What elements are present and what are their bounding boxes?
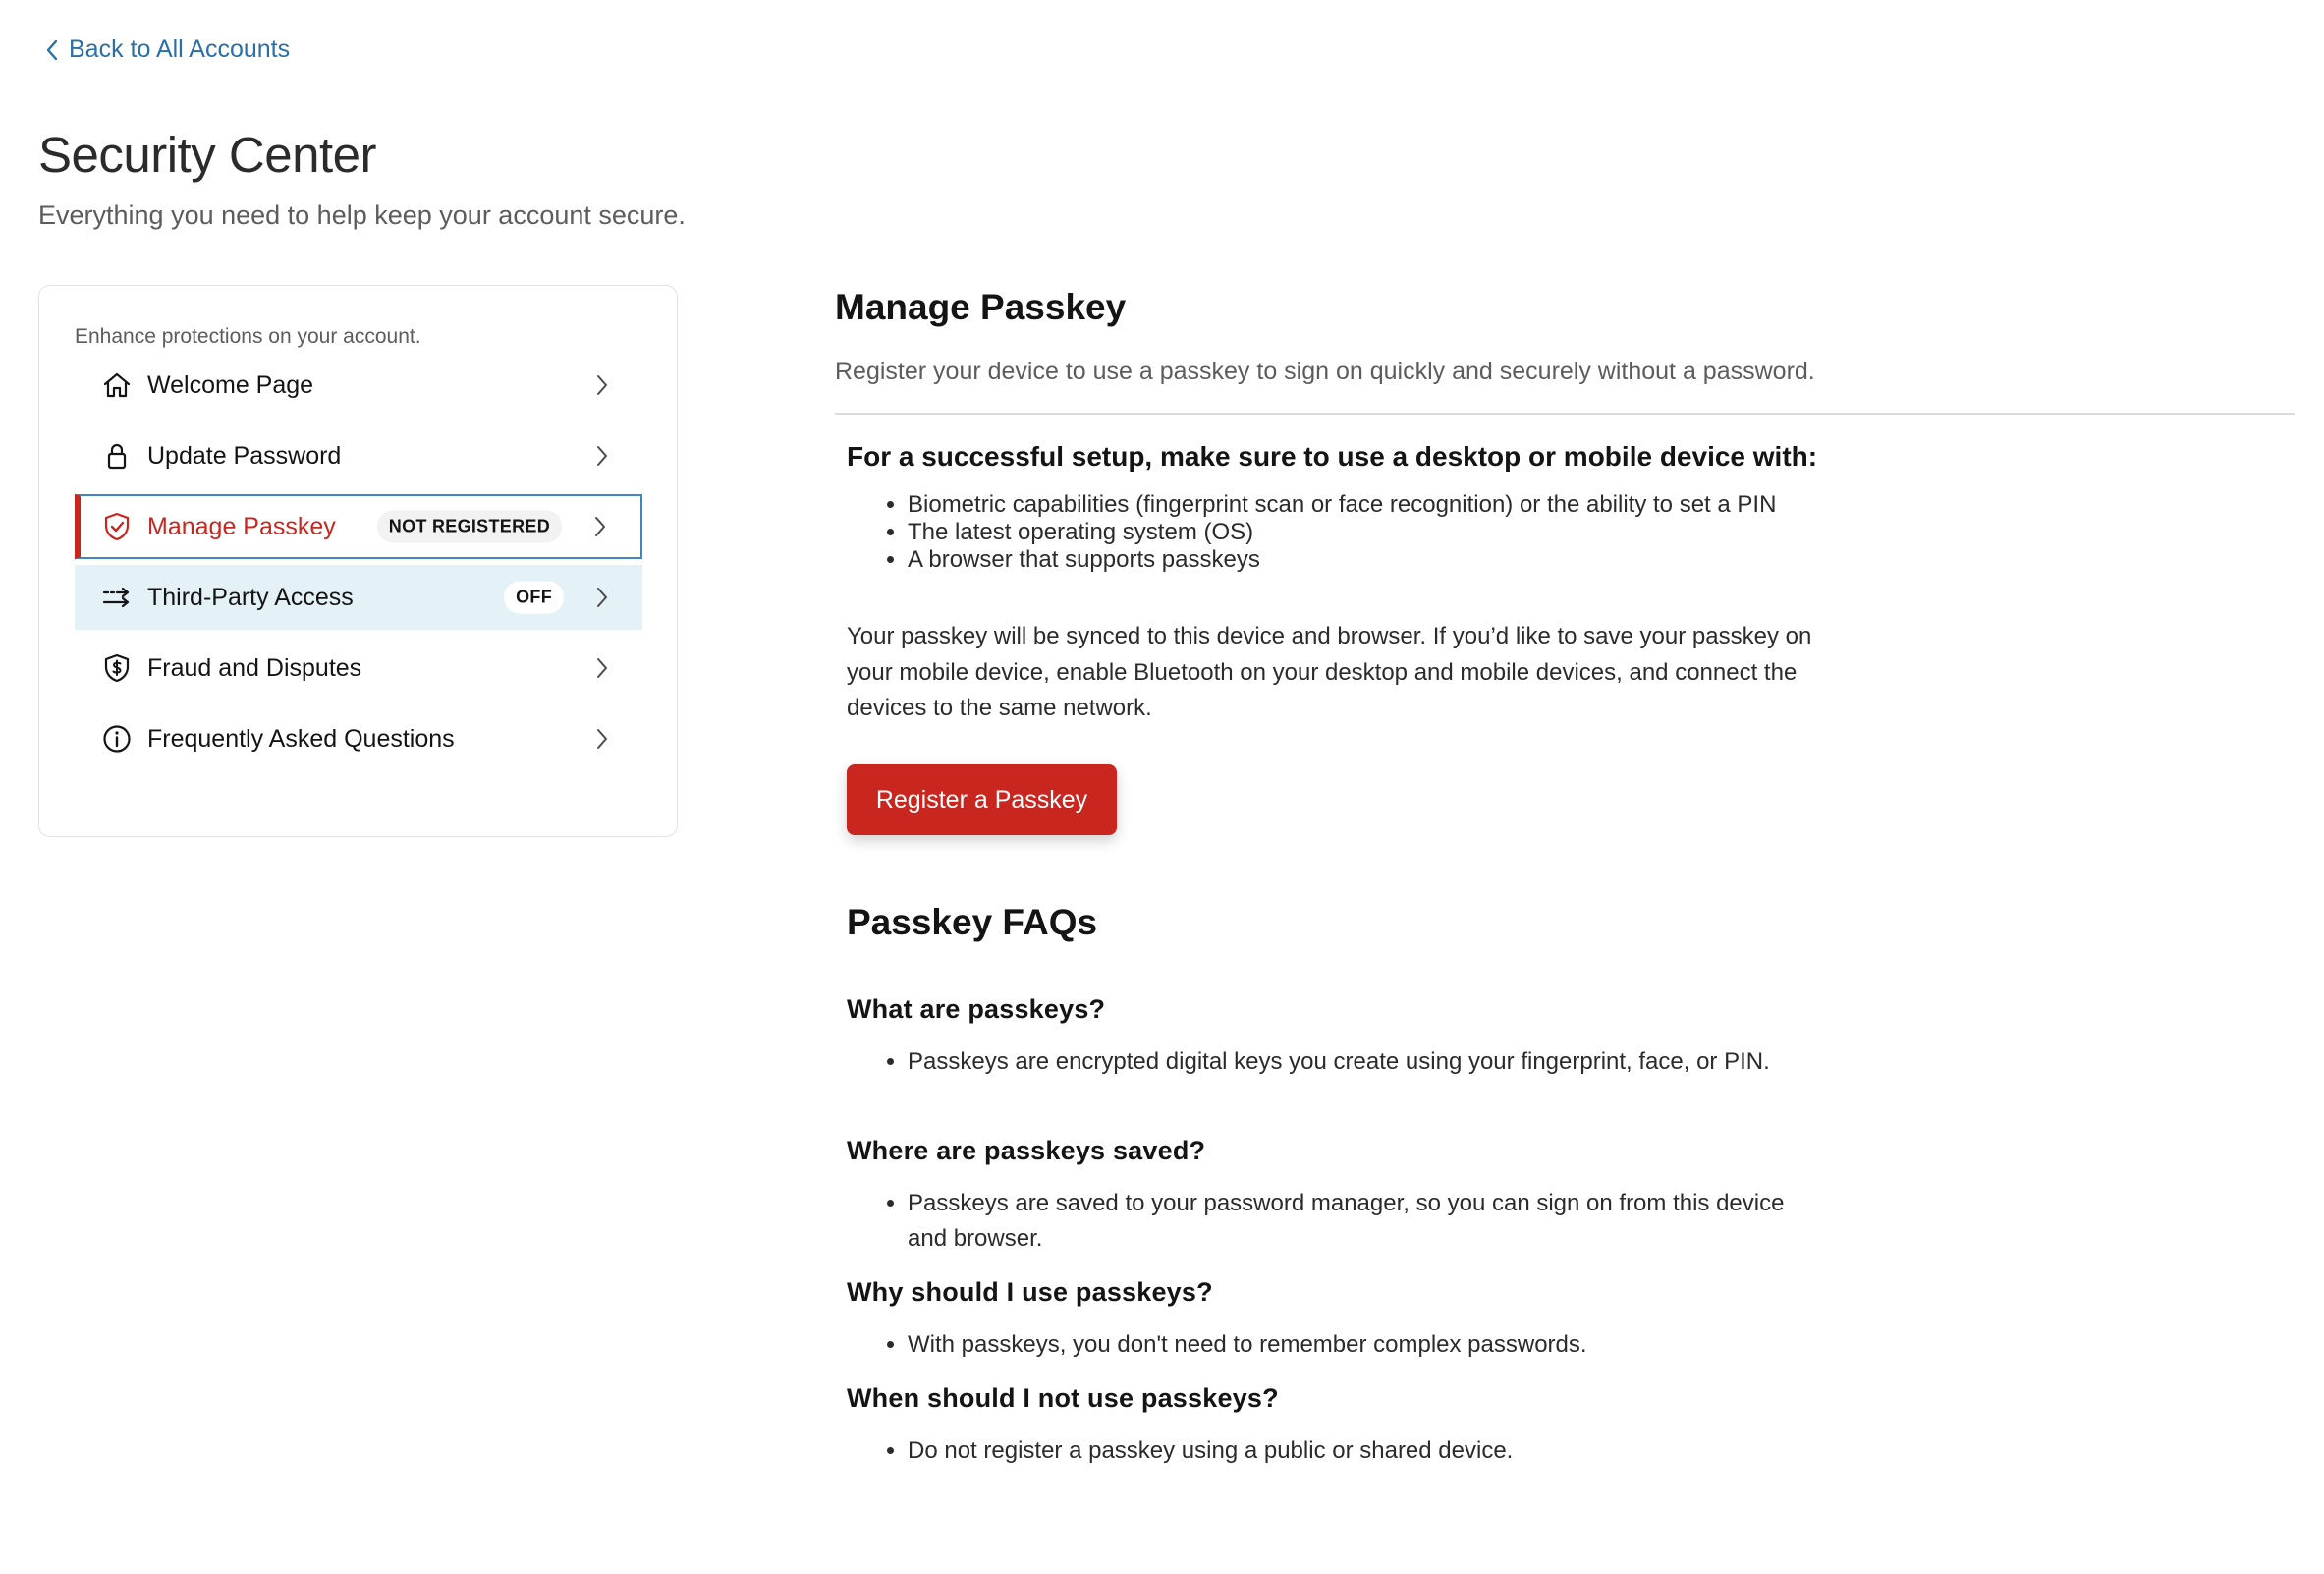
security-nav <box>75 353 642 777</box>
nav-item-label: Welcome Page <box>147 370 314 399</box>
chevron-right-icon <box>595 656 609 680</box>
status-badge: OFF <box>504 582 564 614</box>
nav-item-faq[interactable] <box>75 706 642 771</box>
nav-caption: Enhance protections on your account. <box>75 325 421 348</box>
faq-title: Passkey FAQs <box>847 902 1098 942</box>
back-to-accounts-link[interactable] <box>45 35 290 64</box>
chevron-left-icon <box>45 39 59 61</box>
nav-item-fraud-disputes[interactable] <box>75 636 642 701</box>
requirements-list <box>908 491 1890 574</box>
home-icon <box>100 368 134 402</box>
nav-item-label: Manage Passkey <box>147 512 336 540</box>
nav-item-welcome-page[interactable] <box>75 353 642 418</box>
faq-answer: • Passkeys are saved to your password manager, so you can sign on from this device and browser. <box>908 1186 1792 1257</box>
chevron-right-icon <box>595 373 609 397</box>
faq-question: Where are passkeys saved? <box>847 1136 1206 1165</box>
chevron-right-icon <box>593 515 607 538</box>
status-badge: NOT REGISTERED <box>377 511 562 543</box>
nav-item-label: Frequently Asked Questions <box>147 724 455 753</box>
faq-question: What are passkeys? <box>847 994 1106 1024</box>
page-subtitle: Everything you need to help keep your account secure. <box>38 200 686 230</box>
faq-answer: • Passkeys are encrypted digital keys you create using your fingerprint, face, or PIN. <box>908 1044 1792 1080</box>
nav-item-manage-passkey[interactable] <box>75 494 642 559</box>
chevron-right-icon <box>595 444 609 468</box>
faq-answer: • With passkeys, you don't need to remember complex passwords. <box>908 1327 1792 1363</box>
faq-item <box>847 1136 1829 1257</box>
back-link-label: Back to All Accounts <box>69 35 291 63</box>
list-item: • The latest operating system (OS) <box>908 519 1890 546</box>
register-passkey-button[interactable]: Register a Passkey <box>847 764 1117 835</box>
nav-item-label: Third-Party Access <box>147 583 354 611</box>
nav-item-third-party-access[interactable] <box>75 565 642 630</box>
chevron-right-icon <box>595 586 609 609</box>
list-item: • Biometric capabilities (fingerprint scan or face recognition) or the ability to set a PIN <box>908 491 1890 519</box>
faq-item <box>847 1383 1829 1469</box>
faq-item <box>847 1277 1829 1363</box>
setup-requirements-heading: For a successful setup, make sure to use a desktop or mobile device with: <box>847 441 1818 472</box>
manage-passkey-description: Register your device to use a passkey to sign on quickly and securely without a password. <box>835 358 1815 385</box>
chevron-right-icon <box>595 727 609 751</box>
faq-question: When should I not use passkeys? <box>847 1383 1279 1413</box>
shield-check-icon <box>100 510 134 543</box>
faq-answer: • Do not register a passkey using a public or shared device. <box>908 1433 1792 1469</box>
section-divider <box>835 413 2295 415</box>
shield-dollar-icon <box>100 651 134 685</box>
faq-item <box>847 994 1829 1080</box>
security-nav-card <box>38 285 678 837</box>
nav-item-update-password[interactable] <box>75 423 642 488</box>
nav-item-label: Update Password <box>147 441 342 470</box>
manage-passkey-title: Manage Passkey <box>835 287 1127 327</box>
list-item: • A browser that supports passkeys <box>908 546 1890 574</box>
transfer-arrows-icon <box>100 581 134 614</box>
info-icon <box>100 722 134 756</box>
sync-info-text: Your passkey will be synced to this device and browser. If you’d like to save your passkey on your mobile device, enable Bluetooth on your desktop and mobile devices, and connect the devices to the same network. <box>847 623 1812 721</box>
faq-question: Why should I use passkeys? <box>847 1277 1213 1307</box>
lock-icon <box>100 439 134 473</box>
page-title: Security Center <box>38 127 376 183</box>
nav-item-label: Fraud and Disputes <box>147 653 362 682</box>
